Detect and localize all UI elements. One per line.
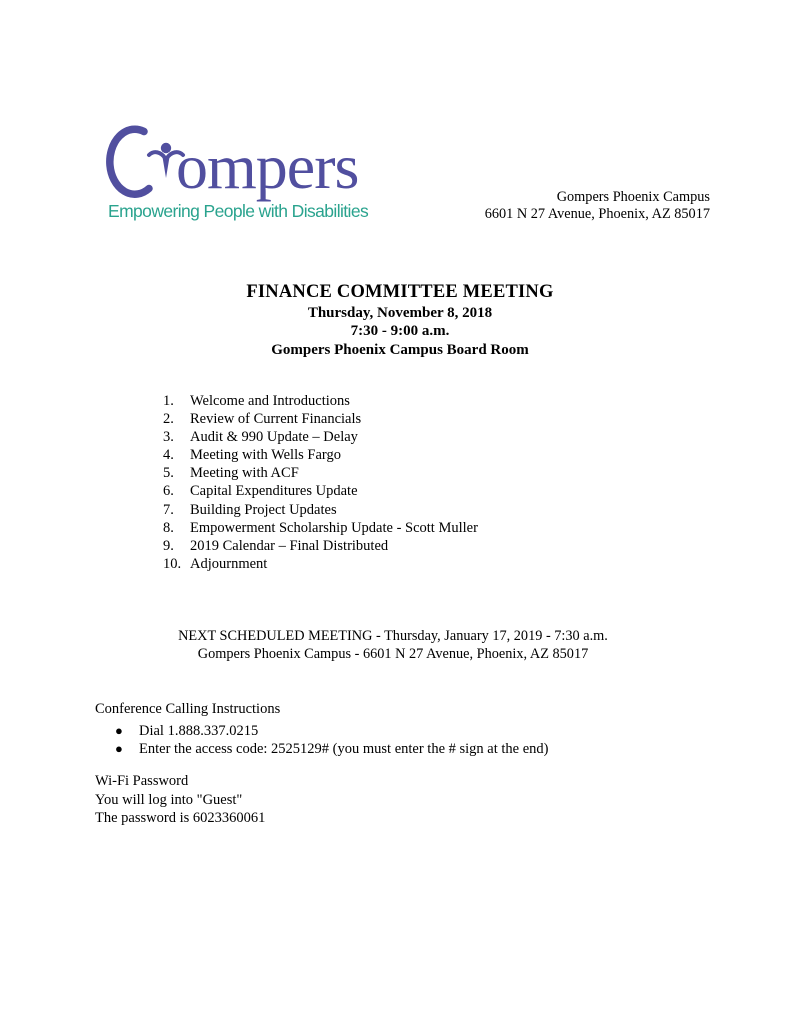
agenda-item-text: Audit & 990 Update – Delay	[190, 429, 358, 446]
conference-bullet-text: Enter the access code: 2525129# (you must enter the # sign at the end)	[139, 741, 549, 758]
agenda-item-text: Capital Expenditures Update	[190, 483, 358, 500]
wifi-password-block	[95, 772, 265, 828]
agenda-item	[163, 392, 478, 410]
agenda-item-text: Empowerment Scholarship Update - Scott Muller	[190, 519, 478, 536]
agenda-list	[163, 392, 478, 573]
conference-bullet-text: Dial 1.888.337.0215	[139, 723, 259, 739]
meeting-time: 7:30 - 9:00 a.m.	[350, 323, 450, 340]
agenda-item	[163, 464, 478, 482]
next-meeting-block	[0, 628, 786, 663]
next-meeting-line1: NEXT SCHEDULED MEETING - Thursday, January 17, 2019 - 7:30 a.m.	[178, 628, 608, 644]
agenda-item-text: 2019 Calendar – Final Distributed	[190, 537, 389, 554]
logo-tagline: Empowering People with Disabilities	[108, 201, 369, 221]
campus-address-block	[485, 189, 710, 222]
agenda-item-number: 3.	[163, 429, 174, 446]
agenda-item	[163, 519, 478, 537]
agenda-item-number: 4.	[163, 447, 174, 464]
agenda-item-text: Meeting with Wells Fargo	[190, 447, 341, 464]
agenda-item-number: 1.	[163, 393, 174, 409]
conference-bullet-list	[95, 722, 549, 758]
agenda-item-text: Building Project Updates	[190, 501, 337, 518]
wifi-network-line: You will log into "Guest"	[95, 791, 243, 808]
agenda-item	[163, 555, 478, 573]
agenda-item-text: Adjournment	[190, 555, 268, 572]
agenda-item-number: 2.	[163, 411, 174, 428]
agenda-item-number: 5.	[163, 465, 174, 482]
agenda-item-number: 7.	[163, 501, 174, 518]
agenda-item-text: Review of Current Financials	[190, 411, 362, 428]
agenda-item	[163, 501, 478, 519]
meeting-title-block	[0, 282, 800, 359]
gompers-wordmark: ompers	[176, 131, 359, 202]
meeting-date: Thursday, November 8, 2018	[307, 305, 493, 321]
conference-bullet-item	[95, 740, 549, 758]
agenda-item	[163, 410, 478, 428]
meeting-location: Gompers Phoenix Campus Board Room	[271, 341, 529, 358]
agenda-item-text: Meeting with ACF	[190, 465, 299, 482]
conference-heading: Conference Calling Instructions	[95, 701, 281, 717]
agenda-item	[163, 482, 478, 500]
agenda-item-text: Welcome and Introductions	[190, 393, 350, 409]
agenda-item	[163, 428, 478, 446]
conference-calling-block	[95, 700, 549, 758]
conference-bullet-item	[95, 722, 549, 740]
agenda-item-number: 9.	[163, 537, 174, 554]
agenda-item	[163, 446, 478, 464]
agenda-item	[163, 537, 478, 555]
next-meeting-line2: Gompers Phoenix Campus - 6601 N 27 Avenue, Phoenix, AZ 85017	[197, 645, 589, 662]
agenda-item-number: 8.	[163, 519, 174, 536]
bullet-icon: ●	[115, 723, 123, 738]
wifi-password-line: The password is 6023360061	[95, 810, 266, 827]
campus-street-address: 6601 N 27 Avenue, Phoenix, AZ 85017	[484, 205, 710, 222]
meeting-title: FINANCE COMMITTEE MEETING	[246, 282, 554, 302]
bullet-icon: ●	[115, 741, 123, 757]
campus-name: Gompers Phoenix Campus	[556, 189, 710, 205]
agenda-item-number: 10.	[163, 555, 182, 572]
wifi-heading: Wi-Fi Password	[95, 773, 189, 789]
agenda-item-number: 6.	[163, 483, 174, 500]
